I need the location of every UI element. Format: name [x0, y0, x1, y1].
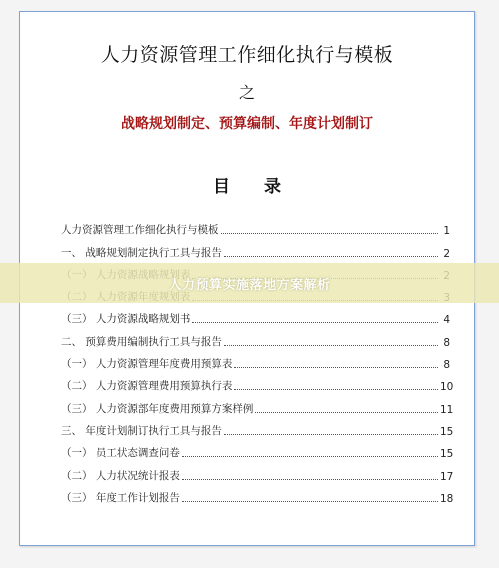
toc-leader-dots	[224, 434, 438, 435]
toc-entry	[61, 460, 454, 483]
toc-leader-dots	[224, 256, 438, 257]
toc-leader-dots	[182, 479, 438, 480]
toc-leader-dots	[182, 501, 438, 502]
toc-leader-dots	[224, 345, 438, 346]
toc-entry	[61, 326, 450, 348]
toc-leader-dots	[234, 367, 438, 368]
toc-entry-page: 4	[443, 314, 450, 327]
document-subtitle: 战略规划制定、预算编制、年度计划制订	[121, 116, 373, 132]
toc-entry	[61, 304, 450, 326]
toc-entry-page: 8	[443, 359, 450, 372]
toc-entry-page: 15	[440, 448, 454, 461]
toc-leader-dots	[182, 456, 438, 457]
toc-entry-text: （三） 年度工作计划报告	[61, 491, 180, 504]
toc-entry-text: （一） 人力资源管理年度费用预算表	[61, 358, 233, 371]
toc-entry	[61, 237, 450, 259]
toc-entry	[61, 393, 454, 416]
toc-entry-page: 10	[440, 381, 454, 394]
toc-entry-page: 1	[443, 225, 450, 238]
toc-entry	[61, 215, 450, 237]
toc-entry	[61, 416, 454, 438]
toc-entry-text: （二） 人力状况统计报表	[61, 469, 180, 482]
toc-leader-dots	[255, 412, 438, 413]
toc-entry-page: 11	[440, 403, 454, 416]
toc-entry	[61, 371, 454, 394]
toc-entry-page: 2	[443, 247, 450, 260]
toc-entry-page: 18	[440, 492, 454, 505]
toc-entry-text: （一） 员工状态调查问卷	[61, 447, 180, 460]
toc-leader-dots	[192, 322, 438, 323]
document-title: 人力资源管理工作细化执行与模板	[100, 44, 394, 66]
toc-entry-page: 8	[443, 336, 450, 349]
title-banner	[0, 263, 499, 303]
toc-entry-text: 一、 战略规划制定执行工具与报告	[61, 246, 222, 259]
toc-entry-text: 三、 年度计划制订执行工具与报告	[61, 424, 222, 437]
toc-entry-text: 二、 预算费用编制执行工具与报告	[61, 335, 222, 348]
toc-entry-page: 17	[440, 470, 454, 483]
toc-entry	[61, 349, 450, 371]
toc-heading: 目 录	[213, 177, 295, 197]
toc-leader-dots	[221, 233, 439, 234]
toc-entry-page: 15	[440, 425, 454, 438]
banner-title: 人力预算实施落地方案解析	[168, 278, 331, 293]
toc-entry-text: （三） 人力资源战略规划书	[61, 313, 191, 326]
toc-entry	[61, 483, 454, 505]
document-connector: 之	[238, 83, 255, 102]
toc-entry-text: （二） 人力资源管理费用预算执行表	[61, 380, 233, 393]
toc-leader-dots	[234, 389, 438, 390]
table-of-contents	[61, 215, 454, 505]
toc-entry-text: （三） 人力资源部年度费用预算方案样例	[61, 402, 254, 415]
toc-entry	[61, 438, 454, 461]
toc-entry-text: 人力资源管理工作细化执行与模板	[61, 224, 219, 237]
